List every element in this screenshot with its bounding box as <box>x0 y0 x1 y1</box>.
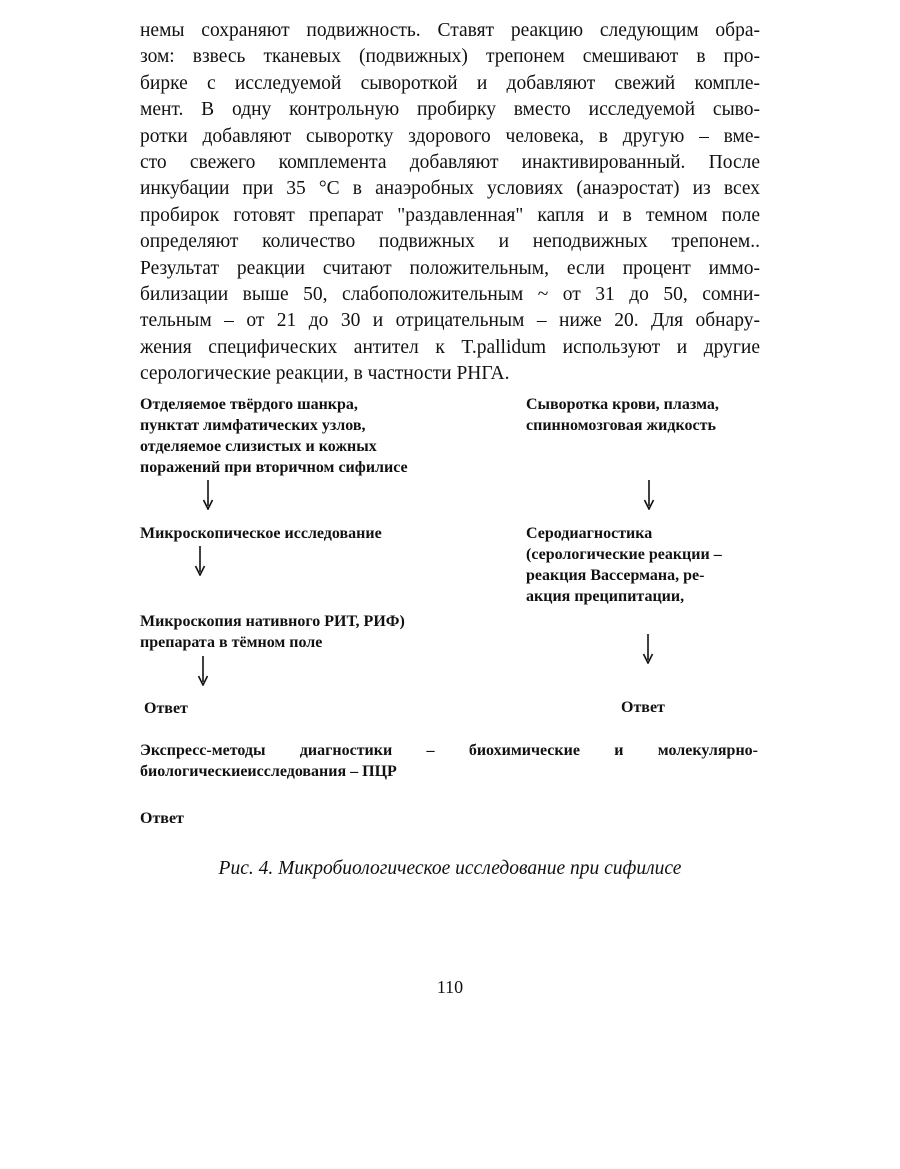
paragraph-line: Результат реакции считают положительным, если процент иммо- <box>140 257 760 279</box>
down-arrow-icon <box>194 546 206 576</box>
express-line: Экспресс-методы диагностики – биохимические и молекулярно- <box>140 742 758 759</box>
left-source-line: поражений при вторичном сифилисе <box>140 459 408 476</box>
left-source-line: отделяемое слизистых и кожных <box>140 438 377 455</box>
paragraph-line: мент. В одну контрольную пробирку вместо исследуемой сыво- <box>140 99 760 121</box>
paragraph-line: определяют количество подвижных и неподвижных трепонем.. <box>140 231 760 253</box>
right-answer: Ответ <box>621 699 665 716</box>
paragraph-line: пробирок готовят препарат "раздавленная" капля и в темном поле <box>140 204 760 226</box>
left-source-line: Отделяемое твёрдого шанкра, <box>140 396 358 413</box>
paragraph-line: тельным – от 21 до 30 и отрицательным – ниже 20. Для обнару- <box>140 310 760 332</box>
left-step-microscopic: Микроскопическое исследование <box>140 525 382 542</box>
down-arrow-icon <box>202 480 214 510</box>
paragraph-line: билизации выше 50, слабоположительным ~ от 31 до 50, сомни- <box>140 284 760 306</box>
paragraph-line: сто свежего комплемента добавляют инактивированный. После <box>140 152 760 174</box>
express-answer: Ответ <box>140 810 184 827</box>
express-line: биологическиеисследования – ПЦР <box>140 763 397 780</box>
right-source-box <box>526 394 719 436</box>
page-number: 110 <box>436 977 464 997</box>
paragraph-line: зом: взвесь тканевых (подвижных) трепонем смешивают в про- <box>140 46 760 68</box>
paragraph-line: инкубации при 35 °С в анаэробных условиях (анаэростат) из всех <box>140 178 760 200</box>
left-source-line: пунктат лимфатических узлов, <box>140 417 366 434</box>
down-arrow-icon <box>642 634 654 664</box>
right-step-line: (серологические реакции – <box>526 546 722 563</box>
express-methods <box>140 740 758 782</box>
left-step-line: Микроскопия нативного РИТ, РИФ) <box>140 613 405 630</box>
right-source-line: Сыворотка крови, плазма, <box>526 396 719 413</box>
right-step-line: Серодиагностика <box>526 525 653 542</box>
left-step-line: препарата в тёмном поле <box>140 634 323 651</box>
paragraph-line: жения специфических антител к T.pallidum используют и другие <box>140 336 760 358</box>
figure-caption: Рис. 4. Микробиологическое исследование при сифилисе <box>218 858 682 879</box>
paragraph-line: ротки добавляют сыворотку здорового человека, в другую – вме- <box>140 125 760 147</box>
right-step-line: реакция Вассермана, ре- <box>526 567 705 584</box>
right-source-line: спинномозговая жидкость <box>526 417 716 434</box>
body-paragraph <box>140 18 760 388</box>
left-answer: Ответ <box>144 700 188 717</box>
paragraph-line: серологические реакции, в частности РНГА. <box>140 363 510 385</box>
paragraph-line: немы сохраняют подвижность. Ставят реакцию следующим обра- <box>140 20 760 41</box>
right-step-line: акция преципитации, <box>526 588 685 605</box>
right-step-serodiagnostics <box>526 523 722 607</box>
left-source-box <box>140 394 408 478</box>
left-step-microscopy <box>140 611 405 653</box>
paragraph-line: бирке с исследуемой сывороткой и добавляют свежий компле- <box>140 72 760 94</box>
down-arrow-icon <box>643 480 655 510</box>
down-arrow-icon <box>197 656 209 686</box>
